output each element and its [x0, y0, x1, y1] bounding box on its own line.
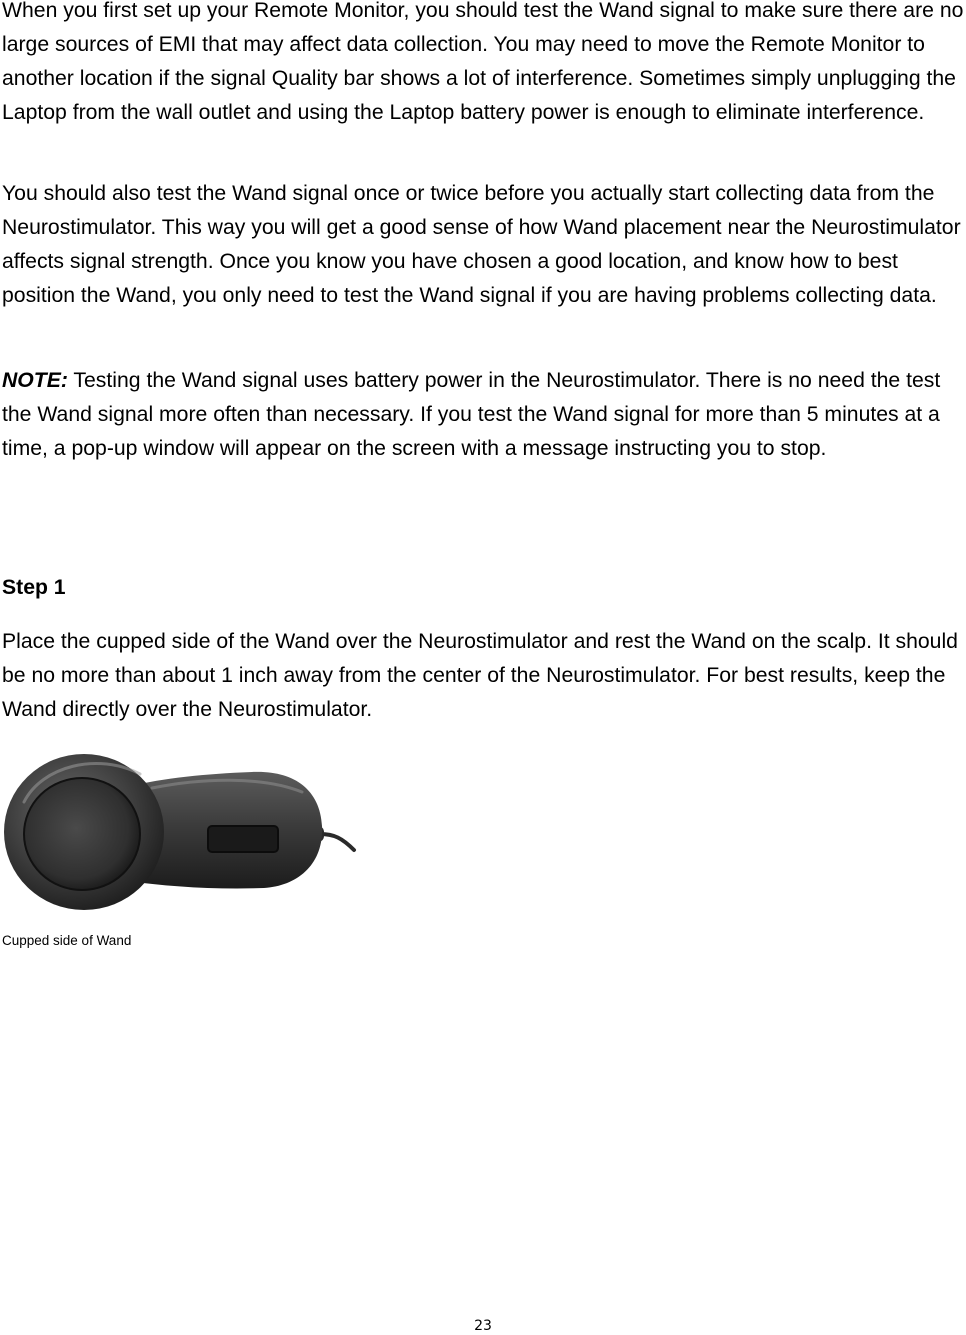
wand-test-paragraph: You should also test the Wand signal once or twice before you actually start collecting data from the Neurostimulator. This way you will get a good sense of how Wand placement near the Neurostimulator affects signal strength. Once you know you have chosen a good location, and know how to best position the Wand, you only need to test the Wand signal if you are having problems collecting data. — [2, 182, 961, 307]
note-text: Testing the Wand signal uses battery power in the Neurostimulator. There is no need the test the Wand signal more often than necessary. If you test the Wand signal for more than 5 minutes at a time, a pop-up window will appear on the screen with a message instructing you to stop. — [2, 369, 941, 460]
intro-paragraph: When you first set up your Remote Monitor, you should test the Wand signal to make sure there are no large sources of EMI that may affect data collection. You may need to move the Remote Monitor to another location if the signal Quality bar shows a lot of interference. Sometimes simply unplugging the Laptop from the wall outlet and using the Laptop battery power is enough to eliminate interference. — [2, 0, 964, 124]
figure-caption: Cupped side of Wand — [2, 933, 132, 948]
wand-cup — [24, 778, 140, 890]
note-paragraph — [2, 364, 964, 466]
page-number: 23 — [474, 1318, 492, 1334]
step-instructions: Place the cupped side of the Wand over the Neurostimulator and rest the Wand on the scalp. It should be no more than about 1 inch away from the center of the Neurostimulator. For best results, keep the Wand directly over the Neurostimulator. — [2, 630, 958, 721]
wand-button-recess — [208, 826, 278, 852]
note-label: NOTE: — [2, 369, 68, 392]
wand-illustration — [2, 748, 358, 910]
step-heading: Step 1 — [2, 576, 66, 599]
wand-cable — [320, 834, 354, 850]
